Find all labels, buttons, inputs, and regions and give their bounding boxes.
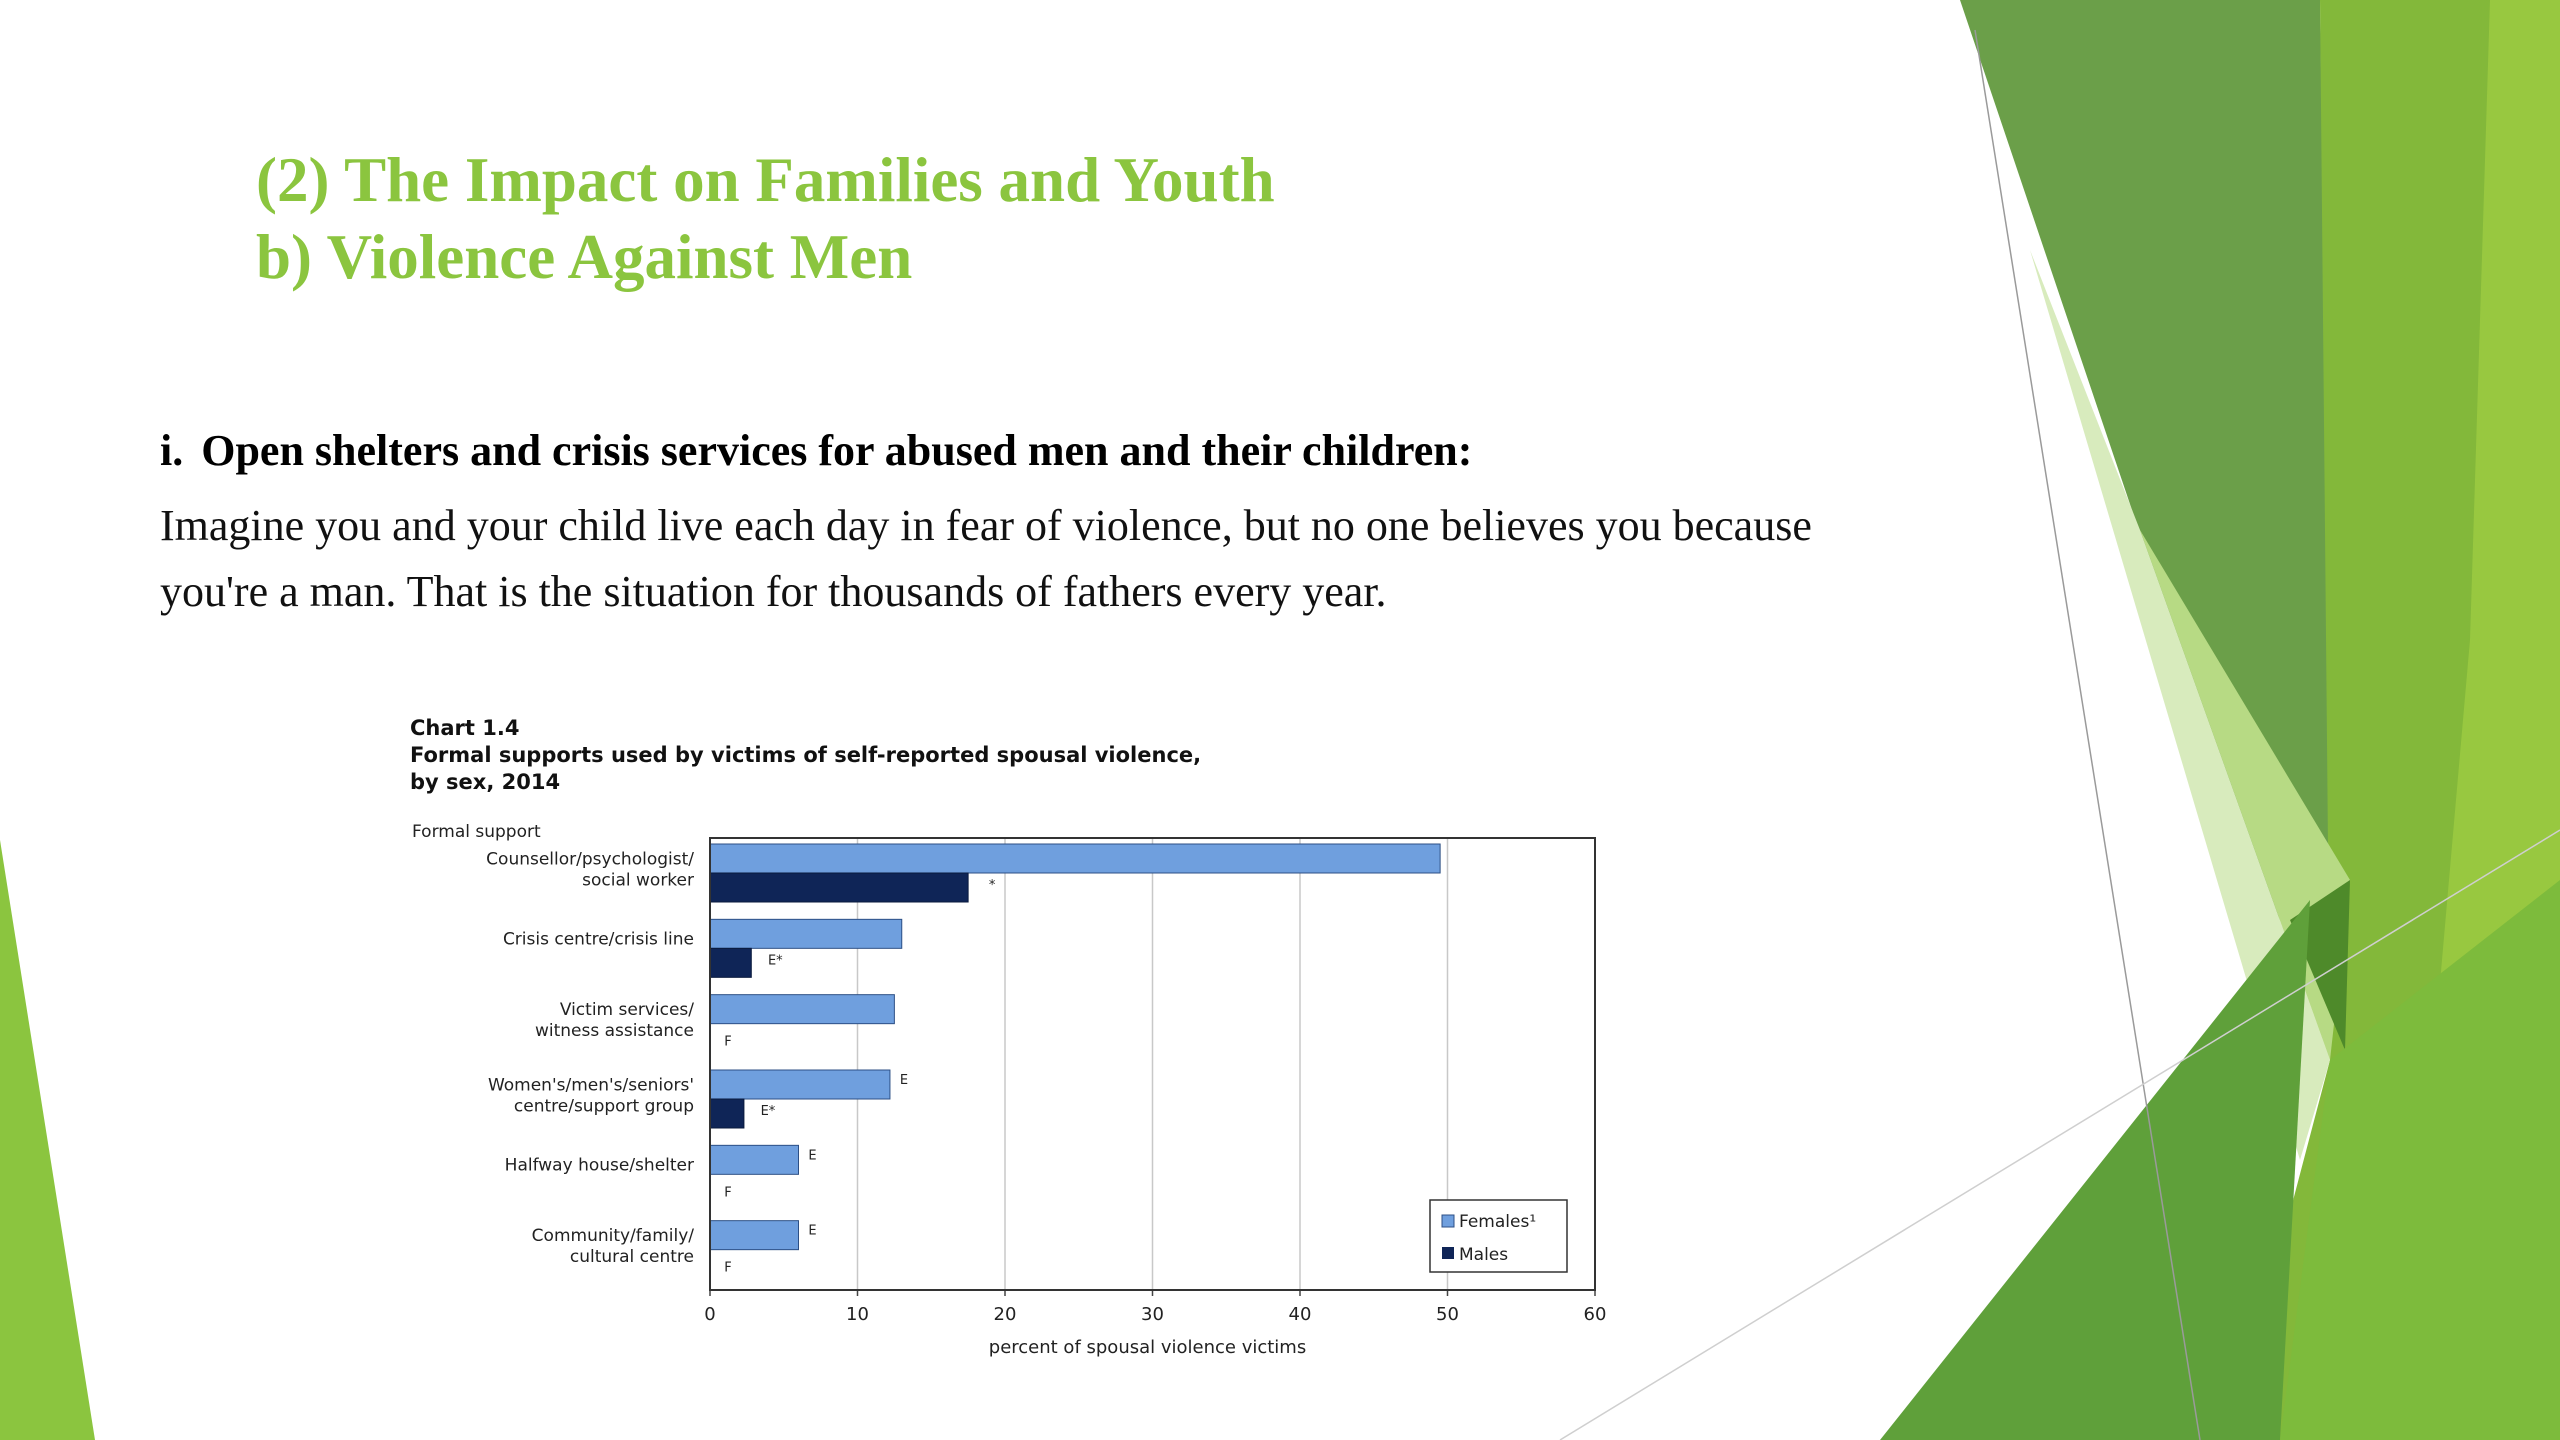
bar-males bbox=[710, 1099, 744, 1128]
legend-label-males: Males bbox=[1459, 1245, 1509, 1265]
x-axis-title: percent of spousal violence victims bbox=[988, 1337, 1307, 1358]
section-heading-text: Open shelters and crisis services for abused men and their children: bbox=[201, 426, 1473, 475]
section-number: i. bbox=[160, 426, 184, 475]
category-label: Women's/men's/seniors' bbox=[487, 1075, 694, 1096]
bar-females bbox=[710, 919, 902, 948]
bar-males bbox=[710, 948, 751, 977]
legend-label-females: Females¹ bbox=[1459, 1212, 1537, 1232]
slide-title-line-2: b) Violence Against Men bbox=[256, 222, 913, 292]
category-label: Community/family/ bbox=[531, 1226, 694, 1247]
bar-females bbox=[710, 1145, 799, 1174]
category-label: Halfway house/shelter bbox=[504, 1155, 694, 1176]
category-label: cultural centre bbox=[569, 1247, 694, 1268]
bar-flag-females: E bbox=[808, 1223, 817, 1239]
bar-flag-females: E bbox=[899, 1073, 909, 1088]
chart-title-line-2: by sex, 2014 bbox=[410, 770, 561, 794]
chart-title: Formal supports used by victims of self-reported spousal violence, bbox=[410, 743, 1202, 767]
bar-flag-males: * bbox=[988, 878, 996, 893]
bar-females bbox=[710, 1221, 799, 1250]
bar-females bbox=[710, 995, 894, 1024]
bar-females bbox=[710, 1070, 890, 1099]
category-label: witness assistance bbox=[534, 1021, 694, 1042]
legend-swatch-males bbox=[1442, 1247, 1454, 1259]
x-tick-label: 10 bbox=[846, 1304, 869, 1325]
bar-flag-males: E* bbox=[767, 953, 783, 969]
x-tick-label: 30 bbox=[1141, 1304, 1164, 1325]
legend-swatch-females bbox=[1442, 1215, 1454, 1227]
bar-flag-males: E* bbox=[760, 1104, 776, 1119]
bar-females bbox=[710, 844, 1440, 873]
bottom-facet-left bbox=[1880, 900, 2310, 1440]
bar-flag-males: F bbox=[724, 1034, 732, 1050]
bar-chart bbox=[400, 705, 1625, 1360]
category-axis-label: Formal support bbox=[412, 822, 541, 842]
x-tick-label: 0 bbox=[704, 1304, 716, 1325]
chart-image bbox=[400, 705, 1625, 1360]
left-facet bbox=[0, 840, 95, 1440]
bar-flag-males: F bbox=[724, 1185, 732, 1201]
bar-flag-females: E bbox=[808, 1148, 817, 1164]
category-label: social worker bbox=[582, 870, 694, 891]
section-heading bbox=[160, 425, 1472, 476]
slide-title-line-1: (2) The Impact on Families and Youth bbox=[256, 145, 1275, 215]
x-tick-label: 50 bbox=[1436, 1304, 1459, 1325]
category-label: Crisis centre/crisis line bbox=[502, 929, 694, 950]
bar-flag-males: F bbox=[724, 1260, 732, 1276]
category-label: Victim services/ bbox=[559, 1000, 694, 1021]
x-tick-label: 40 bbox=[1288, 1304, 1312, 1325]
x-tick-label: 60 bbox=[1583, 1304, 1607, 1325]
chart-header bbox=[410, 715, 1201, 796]
chart-number: Chart 1.4 bbox=[410, 716, 520, 740]
body-paragraph: Imagine you and your child live each day in fear of violence, but no one believes you because you're a man. That is the situation for thousands of fathers every year. bbox=[160, 501, 1812, 616]
bar-males bbox=[710, 873, 968, 902]
x-tick-label: 20 bbox=[993, 1304, 1017, 1325]
category-label: centre/support group bbox=[513, 1096, 694, 1117]
category-label: Counsellor/psychologist/ bbox=[486, 849, 694, 870]
slide-title bbox=[256, 142, 1275, 296]
